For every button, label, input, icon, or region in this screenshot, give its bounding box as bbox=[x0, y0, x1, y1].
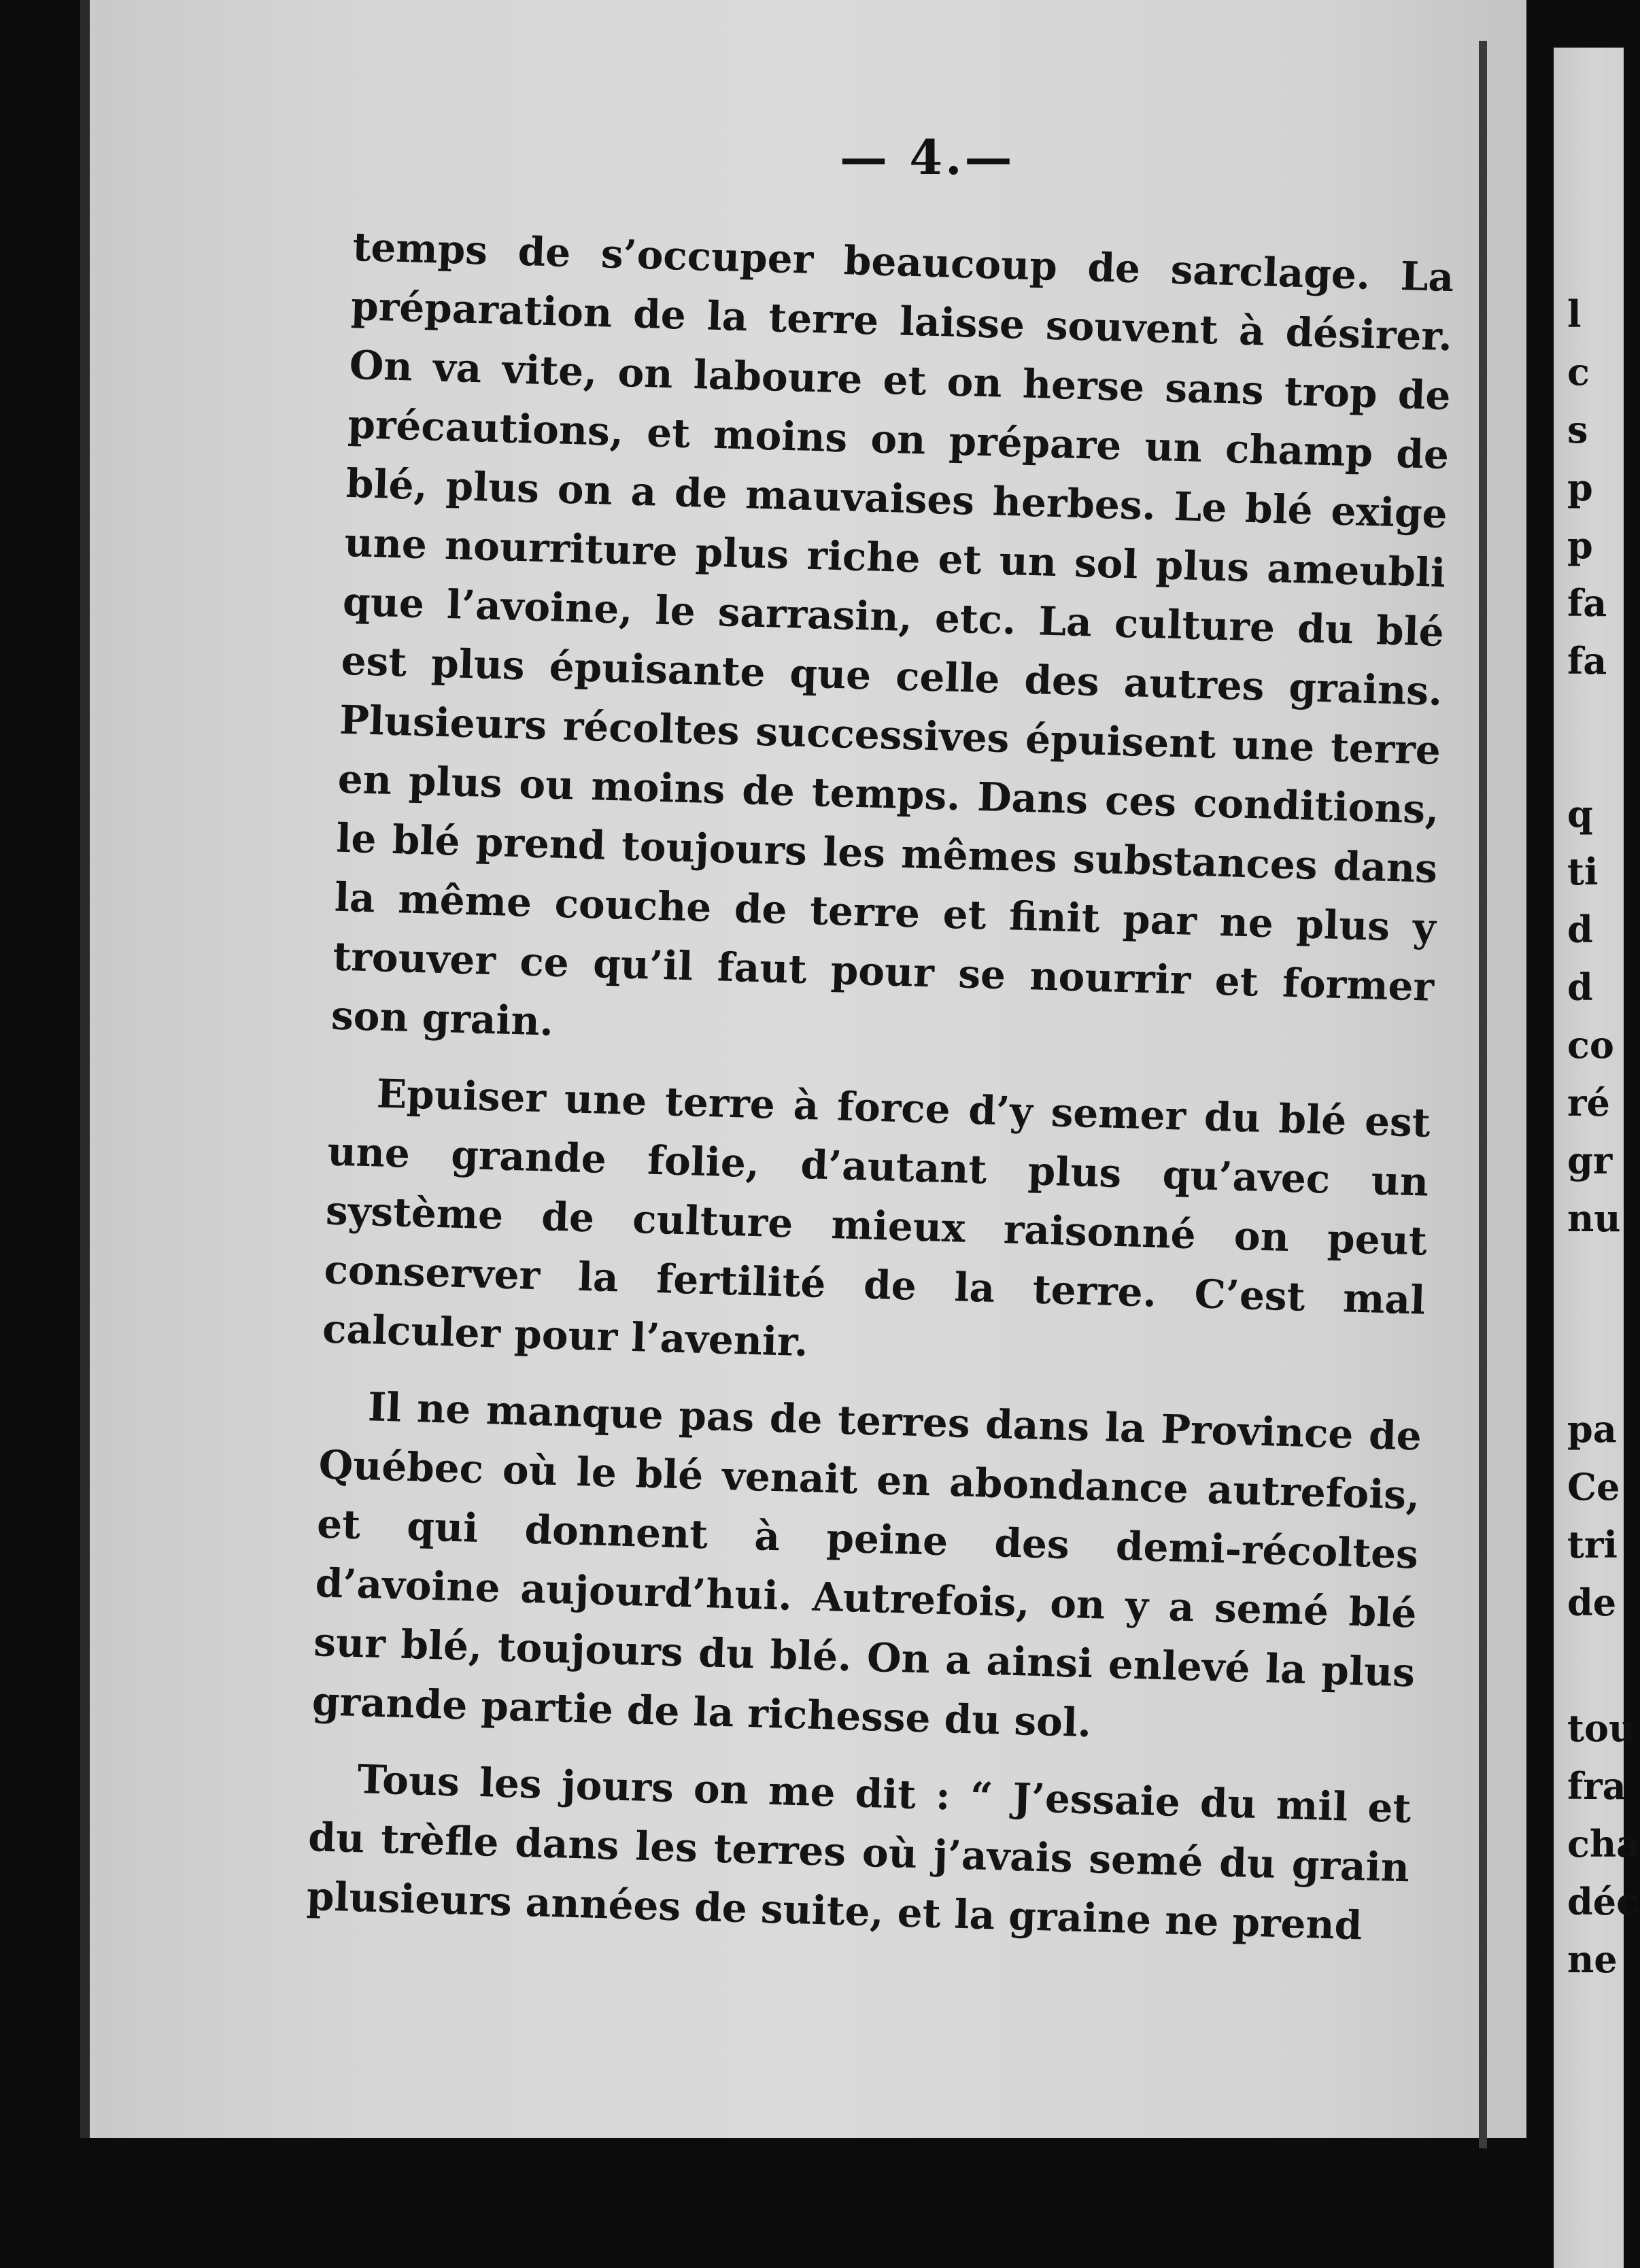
adjacent-fragment: ne bbox=[1567, 1938, 1618, 1981]
paragraph-3: Il ne manque pas de terres dans la Province de Québec où le blé venait en abondance autrefois, et qui donnent à peine des demi-récoltes d’avoine aujourd’hui. Autrefois, on y a semé blé sur blé, toujours du blé. On a ainsi enlevé la plus grande partie de la richesse du sol. bbox=[311, 1384, 1422, 1747]
adjacent-fragment: de bbox=[1567, 1581, 1617, 1624]
adjacent-fragment: fa bbox=[1567, 581, 1607, 625]
adjacent-fragment: s bbox=[1567, 408, 1588, 451]
adjacent-fragment: l bbox=[1567, 292, 1582, 336]
paragraph-4: Tous les jours on me dit : “ J’essaie du mil et du trèfle dans les terres où j’avais semé du grain plusieurs années de suite, et la graine ne prend bbox=[306, 1756, 1412, 1949]
adjacent-fragment: pa bbox=[1567, 1407, 1617, 1451]
adjacent-fragment: gr bbox=[1567, 1139, 1613, 1182]
adjacent-fragment: fra bbox=[1567, 1764, 1626, 1808]
adjacent-fragment: tri bbox=[1567, 1523, 1618, 1566]
adjacent-fragment: q bbox=[1567, 792, 1593, 836]
adjacent-fragment: Ce bbox=[1567, 1465, 1620, 1509]
paragraph-2: Epuiser une terre à force d’y semer du blé est une grande folie, d’autant plus qu’avec un système de culture mieux raisonné on peut conserver la fertilité de la terre. C’est mal calculer pour l’avenir. bbox=[322, 1070, 1431, 1366]
paragraph-1: temps de s’occuper beaucoup de sarclage. La préparation de la terre laisse souvent à désirer. On va vite, on laboure et on herse sans trop de précautions, et moins on prépare un champ de blé, plus on a de mauvaises herbes. Le blé exige une nourriture plus riche et un sol plus ameubli que l’avoine, le sarrasin, etc. La culture du blé est plus épuisante que celle des autres grains. Plusieurs récoltes successives épuisent une terre en plus ou moins de temps. Dans ces conditions, le blé prend toujours les mêmes substances dans la même couche de terre et finit par ne plus y trouver ce qu’il faut pour se nourrir et former son grain. bbox=[330, 223, 1455, 1045]
adjacent-page bbox=[1554, 48, 1640, 2268]
page-number: — 4.— bbox=[840, 129, 1015, 186]
adjacent-fragment: ti bbox=[1567, 850, 1599, 893]
adjacent-fragment: tou bbox=[1567, 1706, 1636, 1750]
adjacent-fragment: co bbox=[1567, 1023, 1614, 1067]
page-right-edge bbox=[1479, 41, 1487, 2148]
page-body-text bbox=[306, 218, 1455, 1957]
adjacent-fragment: d bbox=[1567, 965, 1593, 1009]
adjacent-fragment: déc bbox=[1567, 1880, 1639, 1923]
adjacent-fragment: ré bbox=[1567, 1081, 1610, 1124]
adjacent-fragment: fa bbox=[1567, 639, 1607, 683]
page-left-edge bbox=[80, 0, 90, 2138]
adjacent-fragment: c bbox=[1567, 350, 1590, 394]
adjacent-fragment: nu bbox=[1567, 1197, 1621, 1240]
adjacent-fragment: cha bbox=[1567, 1822, 1640, 1866]
adjacent-fragment: p bbox=[1567, 523, 1593, 567]
adjacent-fragment: p bbox=[1567, 466, 1593, 509]
adjacent-fragment: d bbox=[1567, 908, 1593, 951]
